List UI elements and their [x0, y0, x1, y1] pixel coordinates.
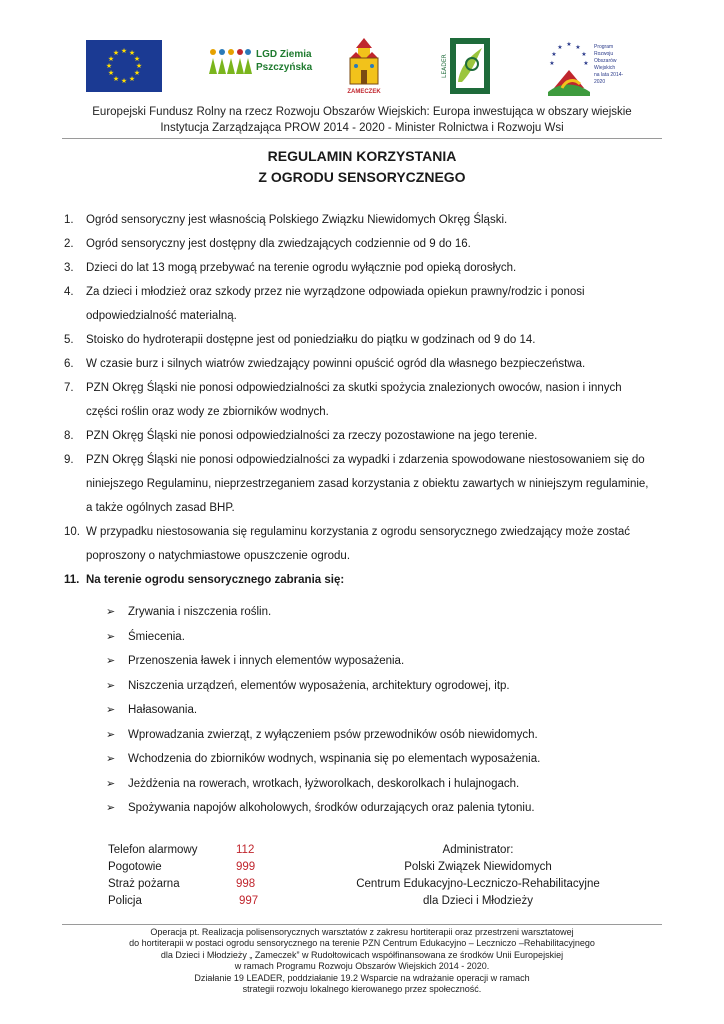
prohibition-text: Zrywania i niszczenia roślin.: [128, 606, 272, 618]
document-title-line1: REGULAMIN KORZYSTANIA: [267, 148, 457, 164]
arrow-bullet-icon: ➢: [106, 777, 116, 790]
svg-text:★: ★: [581, 51, 587, 58]
lgd-figures-icon: [208, 46, 252, 76]
rule-item: [64, 424, 654, 448]
svg-text:★: ★: [133, 69, 141, 77]
lgd-logo: [208, 46, 312, 76]
lgd-name-line2: Pszczyńska: [256, 62, 313, 73]
prohibition-text: Niszczenia urządzeń, elementów wyposażenia, architektury ogrodowej, itp.: [128, 679, 510, 692]
prow-line1: Program: [594, 44, 614, 50]
rule-text: W przypadku niestosowania się regulaminu korzystania z ogrodu sensorycznego zwiedzający może zostać poproszony o natychmiastowe opuszczenie ogrodu.: [86, 526, 630, 562]
administrator-line1: Polski Związek Niewidomych: [404, 861, 552, 873]
rule-number: 9.: [64, 454, 74, 466]
rule-text: Na terenie ogrodu sensorycznego zabrania się:: [86, 574, 345, 586]
rule-item: [64, 256, 654, 280]
eu-flag-icon: [86, 40, 162, 92]
svg-text:★: ★: [583, 60, 589, 67]
contact-number: 997: [239, 895, 259, 907]
funding-header: [40, 104, 684, 136]
prohibition-text: Wprowadzania zwierząt, z wyłączeniem psów przewodników osób niewidomych.: [128, 728, 538, 741]
funding-header-line2: Instytucja Zarządzająca PROW 2014 - 2020 - Minister Rolnictwa i Rozwoju Wsi: [160, 122, 564, 134]
rule-number: 8.: [64, 430, 74, 442]
prow-line2: Rozwoju: [594, 51, 614, 57]
contact-name: Telefon alarmowy: [108, 844, 198, 856]
contact-row: [108, 893, 288, 910]
contact-row: [108, 842, 288, 859]
document-title: [40, 146, 684, 188]
rule-text: Dzieci do lat 13 mogą przebywać na terenie ogrodu wyłącznie pod opieką dorosłych.: [86, 262, 517, 274]
prohibition-item: [106, 698, 626, 723]
rule-item: [64, 280, 654, 328]
emergency-contacts: [108, 842, 288, 910]
administrator-line3: dla Dzieci i Młodzieży: [423, 895, 533, 907]
rule-number: 2.: [64, 238, 74, 250]
svg-text:★: ★: [107, 55, 115, 63]
prohibitions-list: [106, 600, 626, 821]
header-divider: [62, 138, 662, 139]
arrow-bullet-icon: ➢: [106, 728, 116, 741]
prohibition-item: [106, 625, 626, 650]
arrow-bullet-icon: ➢: [106, 753, 116, 765]
rule-text: Za dzieci i młodzież oraz szkody przez nie wyrządzone odpowiada opiekun prawny/rodzic i ponosi odpowiedzialność materialną.: [86, 286, 585, 322]
leader-wordmark: LEADER: [441, 54, 448, 78]
rule-item: [64, 448, 654, 520]
prohibition-text: Jeżdżenia na rowerach, wrotkach, łyżworolkach, deskorolkach i hulajnogach.: [128, 777, 520, 790]
svg-text:★: ★: [105, 62, 113, 70]
contact-name: Policja: [108, 895, 142, 907]
prow-line3: Obszarów: [594, 58, 617, 64]
contact-name: Pogotowie: [108, 861, 162, 873]
arrow-bullet-icon: ➢: [106, 655, 116, 667]
zameczek-logo: [344, 36, 384, 98]
prohibition-item: [106, 772, 626, 797]
rule-item: [64, 376, 654, 424]
contact-number: 999: [236, 861, 256, 873]
rule-number: 6.: [64, 358, 74, 370]
logo-bar: [86, 36, 624, 102]
rule-number: 11.: [64, 574, 80, 586]
svg-text:★: ★: [557, 44, 563, 51]
lgd-name-line1: LGD Ziemia: [256, 49, 312, 60]
svg-text:★: ★: [133, 55, 141, 63]
rule-number: 4.: [64, 286, 74, 298]
arrow-bullet-icon: ➢: [106, 606, 116, 618]
prow-line4: Wiejskich: [594, 65, 616, 71]
contact-row: [108, 876, 288, 893]
administrator-label: Administrator:: [442, 844, 514, 856]
rule-number: 10.: [64, 526, 80, 538]
rule-number: 7.: [64, 382, 74, 394]
document-title-line2: Z OGRODU SENSORYCZNEGO: [258, 169, 466, 185]
prow-logo: [544, 36, 634, 98]
svg-text:★: ★: [120, 47, 128, 55]
svg-text:★: ★: [107, 69, 115, 77]
rule-text: W czasie burz i silnych wiatrów zwiedzający powinni opuścić ogród dla własnego bezpieczeństwa.: [86, 358, 586, 370]
rule-number: 5.: [64, 334, 74, 346]
svg-text:★: ★: [112, 75, 120, 83]
rule-text: PZN Okręg Śląski nie ponosi odpowiedzialności za rzeczy pozostawione na jego terenie.: [86, 430, 538, 442]
rule-text: Stoisko do hydroterapii dostępne jest od poniedziałku do piątku w godzinach od 9 do 14.: [86, 334, 536, 346]
prohibition-text: Hałasowania.: [128, 704, 198, 716]
contact-row: [108, 859, 288, 876]
prohibition-item: [106, 723, 626, 748]
svg-text:★: ★: [551, 51, 557, 58]
rule-item: [64, 232, 654, 256]
svg-text:★: ★: [575, 44, 581, 51]
prohibition-text: Śmiecenia.: [128, 630, 185, 643]
castle-icon: [344, 36, 384, 88]
zameczek-label: ZAMECZEK: [347, 89, 381, 95]
contact-number: 112: [236, 844, 255, 856]
rule-item-prohibitions: [64, 568, 654, 592]
prohibition-item: [106, 747, 626, 772]
svg-text:★: ★: [112, 49, 120, 57]
prohibition-text: Wchodzenia do zbiorników wodnych, wspinania się po elementach wyposażenia.: [128, 753, 541, 765]
rules-list: [64, 208, 654, 592]
rule-number: 1.: [64, 214, 74, 226]
leader-logo: [442, 38, 490, 94]
administrator-line2: Centrum Edukacyjno-Leczniczo-Rehabilitacyjne: [356, 878, 600, 890]
funding-footer: Operacja pt. Realizacja polisensorycznych warsztatów z zakresu hortiterapii oraz przestrzeni warsztatowej do hortiterapii w postaci ogrodu sensorycznego na terenie PZN Centrum Edukacyjno – Leczniczo –Rehabilitacyjnego dla Dzieci i Młodzieży „ Zameczek” w Rudołtowicach współfinansowana ze środków Unii Europejskiej w ramach Programu Rozwoju Obszarów Wiejskich 2014 - 2020. Działanie 19 LEADER, poddziałanie 19.2 Wsparcie na wdrażanie operacji w ramach strategii rozwoju lokalnego kierowanego przez społeczność.: [129, 927, 595, 995]
prohibition-text: Przenoszenia ławek i innych elementów wyposażenia.: [128, 655, 405, 667]
svg-text:★: ★: [566, 41, 572, 48]
arrow-bullet-icon: ➢: [106, 679, 116, 692]
rule-item: [64, 328, 654, 352]
svg-text:★: ★: [128, 49, 136, 57]
prohibition-item: [106, 796, 626, 821]
prohibition-item: [106, 674, 626, 699]
svg-text:★: ★: [549, 60, 555, 67]
contact-number: 998: [236, 878, 256, 890]
rule-item: [64, 520, 654, 568]
footer-divider: [62, 924, 662, 925]
rule-text: PZN Okręg Śląski nie ponosi odpowiedzialności za skutki spożycia znalezionych owoców, nasion i innych części roślin oraz wody ze zbiorników wodnych.: [86, 382, 622, 418]
administrator-block: [318, 842, 638, 910]
prohibition-item: [106, 600, 626, 625]
rule-item: [64, 208, 654, 232]
rule-number: 3.: [64, 262, 74, 274]
contact-name: Straż pożarna: [108, 878, 180, 890]
rule-text: Ogród sensoryczny jest dostępny dla zwiedzających codziennie od 9 do 16.: [86, 238, 471, 250]
prohibition-text: Spożywania napojów alkoholowych, środków odurzających oraz palenia tytoniu.: [128, 802, 535, 814]
prow-emblem-icon: [544, 36, 594, 98]
svg-text:★: ★: [120, 77, 128, 85]
rule-text: Ogród sensoryczny jest własnością Polskiego Związku Niewidomych Okręg Śląski.: [86, 214, 508, 226]
svg-text:★: ★: [135, 62, 143, 70]
arrow-bullet-icon: ➢: [106, 704, 116, 716]
arrow-bullet-icon: ➢: [106, 802, 116, 814]
rule-item: [64, 352, 654, 376]
rule-text: PZN Okręg Śląski nie ponosi odpowiedzialności za wypadki i zdarzenia spowodowane niestosowaniem się do niniejszego Regulaminu, nieprzestrzeganiem zasad korzystania z obiektu zawartych w niniejszym regulaminie, a także ogólnych zasad BHP.: [86, 454, 649, 514]
svg-text:★: ★: [128, 75, 136, 83]
arrow-bullet-icon: ➢: [106, 630, 116, 643]
prow-line5: na lata 2014-2020: [594, 72, 624, 85]
prohibition-item: [106, 649, 626, 674]
funding-header-line1: Europejski Fundusz Rolny na rzecz Rozwoju Obszarów Wiejskich: Europa inwestująca w obszary wiejskie: [92, 106, 632, 118]
